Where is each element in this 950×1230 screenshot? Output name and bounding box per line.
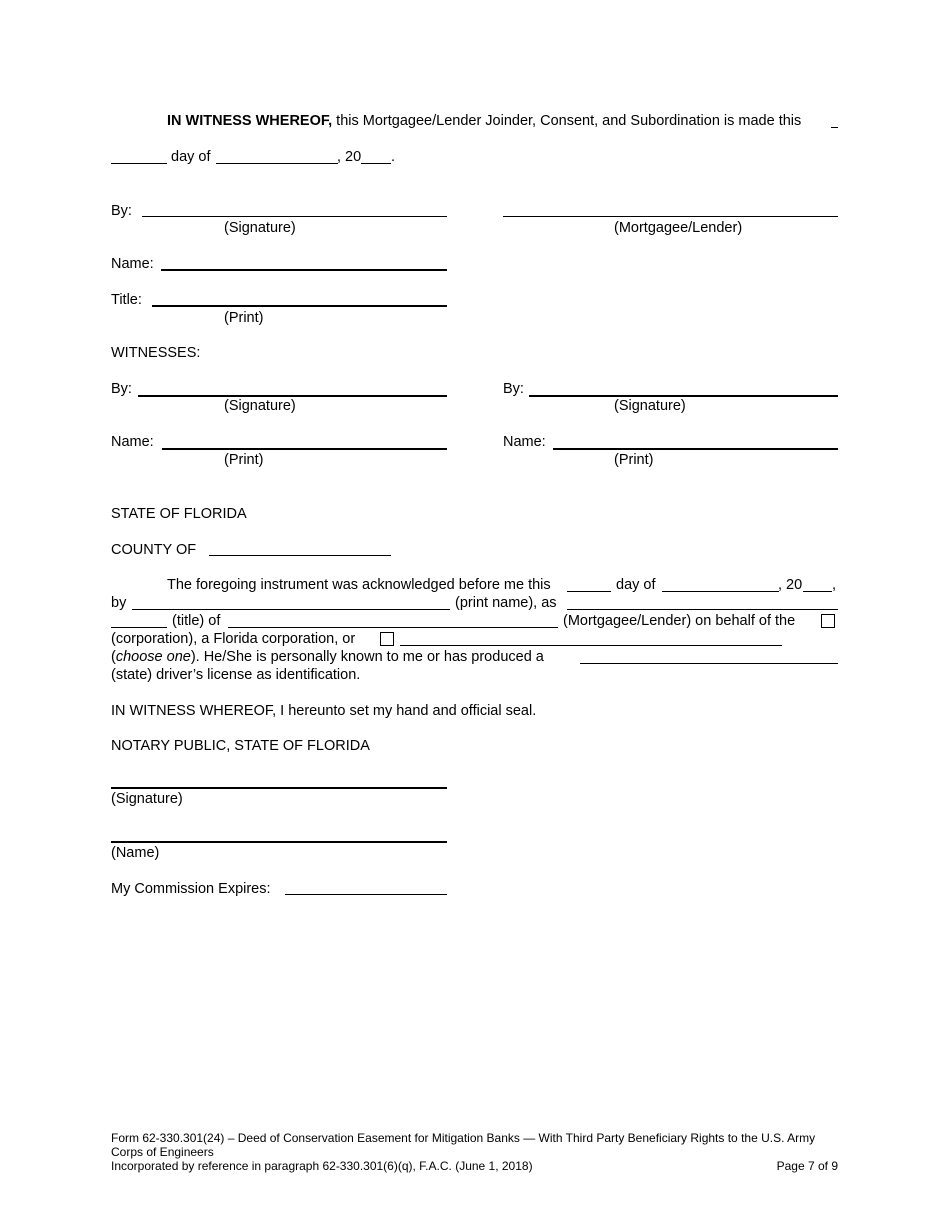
ack-entity-line[interactable] [228,627,558,628]
witness-day-blank[interactable] [111,163,167,164]
mortgagee-caption: (Mortgagee/Lender) [614,220,743,236]
witness1-print-caption: (Print) [224,452,264,468]
other-entity-line[interactable] [400,645,782,646]
ack-day-of: day of [616,577,656,593]
witness1-signature-line[interactable] [138,395,447,397]
witness-period: . [391,149,396,165]
witness2-name-line[interactable] [553,448,838,450]
witness-clause-line [167,113,801,130]
ack-choose-one: choose one [115,649,191,665]
footer-form-line1: Form 62-330.301(24) – Deed of Conservation Easement for Mitigation Banks — With Third Party Beneficiary Rights to the U.S. Army [111,1131,816,1145]
witness-year-prefix: , 20 [337,149,362,165]
ack-choose-open: ( [111,649,116,665]
witness-month-blank[interactable] [216,163,338,164]
ack-month-blank[interactable] [662,591,779,592]
witness1-name-label: Name: [111,434,154,450]
county-line[interactable] [209,555,391,556]
ack-print-name-line[interactable] [132,609,450,610]
ack-day-blank[interactable] [567,591,611,592]
witness-clause-trailing-blank[interactable] [831,127,838,128]
by-signature-line[interactable] [142,216,447,217]
commission-expires-label: My Commission Expires: [111,881,271,897]
title-line[interactable] [152,305,447,307]
notary-signature-line[interactable] [111,787,447,789]
witness-year-blank[interactable] [361,163,391,164]
county-of-label: COUNTY OF [111,542,197,558]
witness2-signature-line[interactable] [529,395,838,397]
witness-clause-bold: IN WITNESS WHEREOF, [167,113,333,129]
ack-year-prefix: , 20 [778,577,803,593]
ack-choose-one-line [111,649,544,666]
witness-day-of-label: day of [171,149,211,165]
witness1-signature-caption: (Signature) [224,398,296,414]
witnesses-heading: WITNESSES: [111,345,201,361]
print-caption: (Print) [224,310,264,326]
notary-witness-line: IN WITNESS WHEREOF, I hereunto set my hand and official seal. [111,703,537,719]
footer-page-number: Page 7 of 9 [776,1159,838,1173]
name-label: Name: [111,256,154,272]
ack-line1-text: The foregoing instrument was acknowledged before me this [167,577,551,593]
notary-public-title: NOTARY PUBLIC, STATE OF FLORIDA [111,738,370,754]
ack-as-line[interactable] [567,609,838,610]
footer-incorporated: Incorporated by reference in paragraph 62-330.301(6)(q), F.A.C. (June 1, 2018) [111,1159,533,1173]
other-entity-checkbox[interactable] [380,632,394,646]
ack-title-line[interactable] [111,627,167,628]
ack-by-label: by [111,595,127,611]
witness1-name-line[interactable] [162,448,447,450]
notary-name-line[interactable] [111,841,447,843]
witness2-name-label: Name: [503,434,546,450]
ack-year-blank[interactable] [803,591,832,592]
title-label: Title: [111,292,142,308]
ack-title-of: (title) of [172,613,221,629]
ack-mortgagee-on-behalf: (Mortgagee/Lender) on behalf of the [563,613,796,629]
commission-expires-line[interactable] [285,894,447,895]
footer-form-line2: Corps of Engineers [111,1145,214,1159]
notary-signature-caption: (Signature) [111,791,183,807]
witness2-print-caption: (Print) [614,452,654,468]
mortgagee-signature-line[interactable] [503,216,838,217]
corporation-checkbox[interactable] [821,614,835,628]
signature-caption: (Signature) [224,220,296,236]
by-label: By: [111,203,132,219]
ack-id-line[interactable] [580,663,838,664]
state-of-florida: STATE OF FLORIDA [111,506,247,522]
ack-print-name-label: (print name), as [455,595,557,611]
ack-corporation-text: (corporation), a Florida corporation, or [111,631,356,647]
witness2-signature-caption: (Signature) [614,398,686,414]
notary-name-caption: (Name) [111,845,160,861]
ack-produced-text: ). He/She is personally known to me or has produced a [190,649,544,665]
ack-comma: , [832,577,837,593]
witness1-by-label: By: [111,381,132,397]
witness2-by-label: By: [503,381,524,397]
witness-clause-text: this Mortgagee/Lender Joinder, Consent, and Subordination is made this [332,113,802,129]
name-line[interactable] [161,269,447,271]
ack-license-text: (state) driver’s license as identification. [111,667,361,683]
